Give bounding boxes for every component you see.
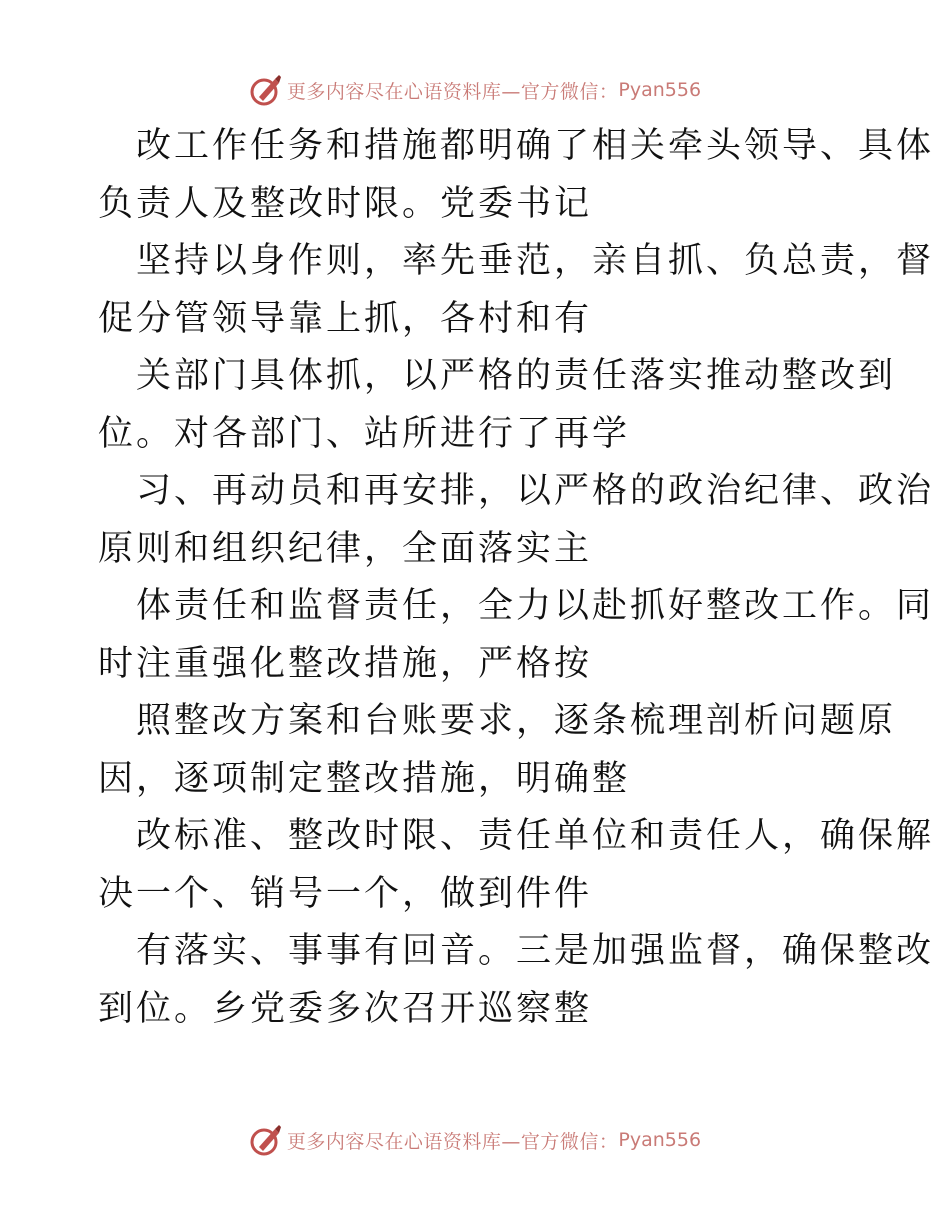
text-line-16: 到位。乡党委多次召开巡察整 — [98, 988, 593, 1029]
watermark-text: 更多内容尽在心语资料库—官方微信： — [286, 1130, 619, 1153]
text-line-12: 因，逐项制定整改措施，明确整 — [98, 758, 631, 799]
document-body — [98, 118, 935, 1038]
text-line-2: 负责人及整改时限。党委书记 — [98, 183, 593, 224]
text-line-8: 原则和组织纪律，全面落实主 — [98, 528, 593, 569]
text-line-7: 习、再动员和再安排，以严格的政治纪律、政治 — [136, 471, 935, 511]
text-line-13: 改标准、整改时限、责任单位和责任人，确保解 — [136, 816, 935, 856]
text-line-3: 坚持以身作则，率先垂范，亲自抓、负总责，督 — [136, 241, 935, 281]
watermark-text: 更多内容尽在心语资料库—官方微信： — [286, 80, 619, 103]
pen-logo-icon — [249, 73, 283, 107]
text-line-10: 时注重强化整改措施，严格按 — [98, 643, 593, 684]
watermark-wechat-id: Pyan556 — [618, 1129, 702, 1151]
text-line-5: 关部门具体抓，以严格的责任落实推动整改到 — [136, 356, 897, 396]
text-line-1: 改工作任务和措施都明确了相关牵头领导、具体 — [136, 126, 935, 166]
text-line-14: 决一个、销号一个，做到件件 — [98, 873, 593, 914]
text-line-4: 促分管领导靠上抓，各村和有 — [98, 298, 593, 339]
text-line-11: 照整改方案和台账要求，逐条梳理剖析问题原 — [136, 701, 897, 741]
text-line-6: 位。对各部门、站所进行了再学 — [98, 413, 631, 454]
footer-watermark — [0, 1120, 950, 1160]
text-line-9: 体责任和监督责任，全力以赴抓好整改工作。同 — [136, 586, 935, 626]
pen-logo-icon — [249, 1123, 283, 1157]
watermark-wechat-id: Pyan556 — [618, 79, 702, 101]
header-watermark — [0, 70, 950, 110]
text-line-15: 有落实、事事有回音。三是加强监督，确保整改 — [136, 931, 935, 971]
